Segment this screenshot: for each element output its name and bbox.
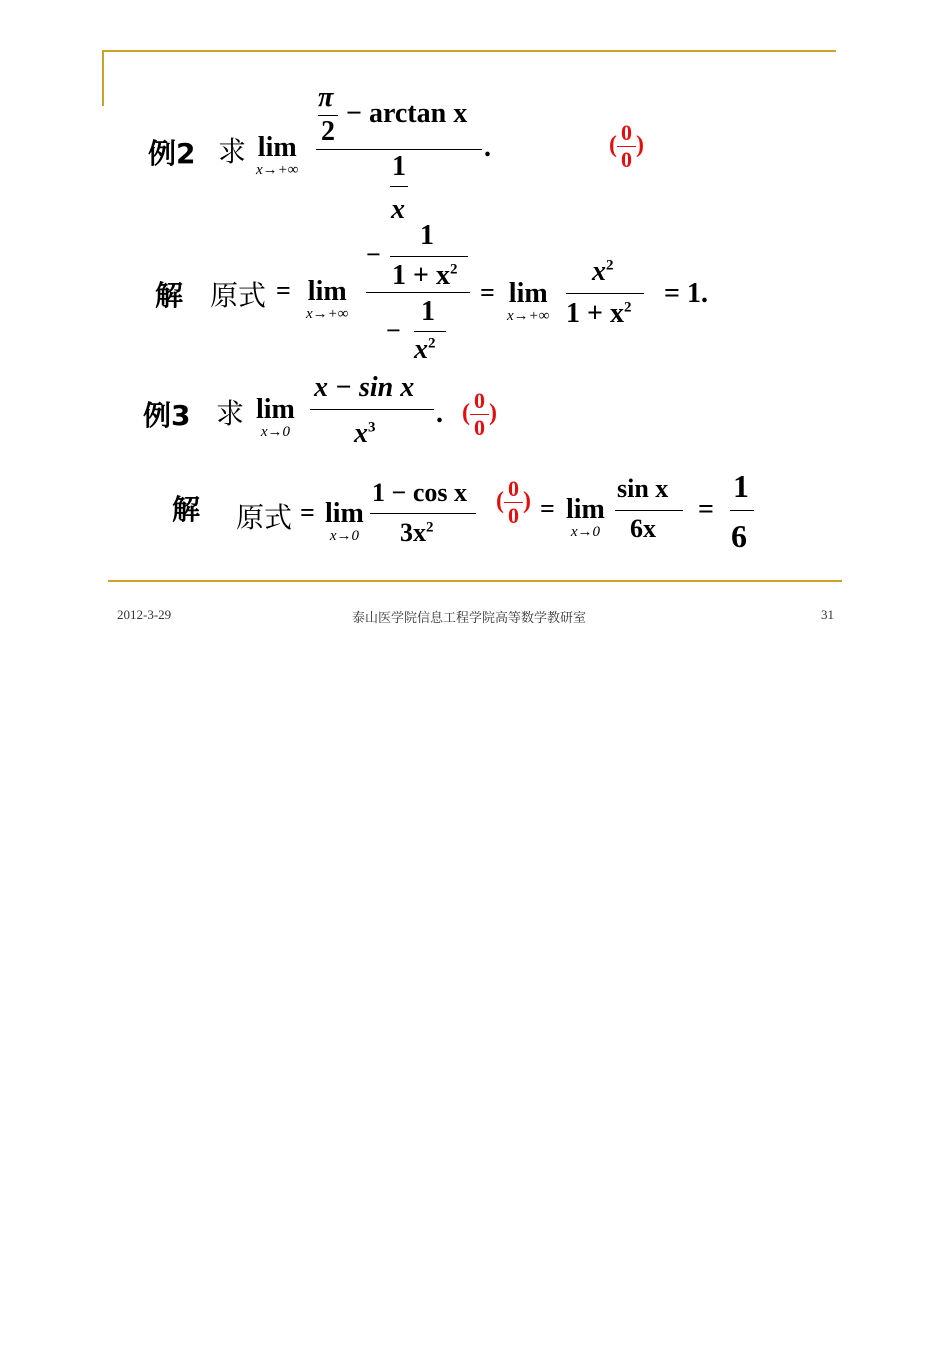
solution-2-frac-den: $1 + x^2$ <box>566 298 632 329</box>
solution-3-answer-bar <box>730 510 754 511</box>
example-2-inner-bar <box>390 186 408 187</box>
example-2-limit: lim x→+∞ <box>256 132 299 178</box>
example-2-pi: π <box>318 82 334 113</box>
solution-3-equals-2: = <box>540 494 555 523</box>
solution-2-num-bar <box>390 256 468 257</box>
solution-3-expr: 原式 <box>236 501 293 534</box>
footer-org: 泰山医学院信息工程学院高等数学教研室 <box>352 611 587 626</box>
solution-3-answer-den: 6 <box>731 518 747 554</box>
solution-3-bar <box>370 513 476 514</box>
solution-2-limit: lim x→+∞ <box>306 276 349 322</box>
solution-2-den-neg: − <box>386 316 401 345</box>
solution-2-den-x2: $x^2$ <box>414 334 436 365</box>
solution-2-equals: = <box>276 276 291 305</box>
example-2-ask: 求 <box>218 135 247 168</box>
solution-3-limit-2: lim x→0 <box>566 494 605 540</box>
example-2-main-bar <box>316 149 482 150</box>
example-2-two: 2 <box>321 116 335 147</box>
solution-2-label: 解 <box>155 279 184 312</box>
solution-2-den-bar <box>414 331 446 332</box>
solution-2-num-neg: − <box>366 240 381 269</box>
solution-2-equals-2: = <box>480 278 495 307</box>
example-3-label: 例3 <box>143 399 191 432</box>
example-2-period: . <box>484 132 491 163</box>
solution-2-main-bar <box>366 292 470 293</box>
solution-2-num-den: $1 + x^2$ <box>392 260 458 291</box>
solution-3-denominator: $3x^2$ <box>400 518 434 547</box>
solution-2-limit-2: lim x→+∞ <box>507 278 550 324</box>
example-3-indeterminate: ( $\frac{0}{0}$ ) <box>462 388 497 440</box>
solution-2-expr: 原式 <box>210 279 267 312</box>
example-2-indeterminate: ( $\frac{0}{0}$ ) <box>609 120 644 172</box>
slide-frame-top <box>102 50 836 52</box>
solution-3-equals: = <box>300 498 315 527</box>
solution-3-numerator-2: sin x <box>617 474 669 503</box>
footer-date: 2012-3-29 <box>117 607 172 622</box>
solution-3-bar-2 <box>615 510 683 511</box>
solution-3-denominator-2: 6x <box>630 514 656 543</box>
solution-3-numerator: 1 − cos x <box>372 478 467 507</box>
example-3-ask: 求 <box>216 397 245 430</box>
example-3-numerator: x − sin x <box>314 372 415 403</box>
solution-3-limit: lim x→0 <box>325 498 364 544</box>
example-2-one: 1 <box>392 151 406 182</box>
solution-2-result: = 1. <box>664 278 708 309</box>
slide-frame-bottom <box>108 580 842 582</box>
example-3-period: . <box>436 398 443 429</box>
example-2-x: x <box>391 194 405 225</box>
slide-frame-left <box>102 50 104 106</box>
example-3-limit: lim x→0 <box>256 394 295 440</box>
solution-3-answer-num: 1 <box>733 468 749 504</box>
example-3-denominator: $x^3$ <box>354 418 376 449</box>
solution-2-num-one: 1 <box>420 220 434 251</box>
example-2-arctan: − arctan x <box>346 98 468 129</box>
footer-page-number: 31 <box>821 607 834 622</box>
example-2-label: 例2 <box>148 137 196 170</box>
solution-3-equals-3: = <box>698 494 714 525</box>
solution-2-frac-num: $x^2$ <box>592 256 614 287</box>
solution-3-label: 解 <box>172 493 201 526</box>
solution-3-indeterminate: ( $\frac{0}{0}$ ) <box>496 476 531 528</box>
example-3-bar <box>310 409 434 410</box>
solution-2-frac-bar <box>566 293 644 294</box>
solution-2-den-one: 1 <box>421 296 435 327</box>
